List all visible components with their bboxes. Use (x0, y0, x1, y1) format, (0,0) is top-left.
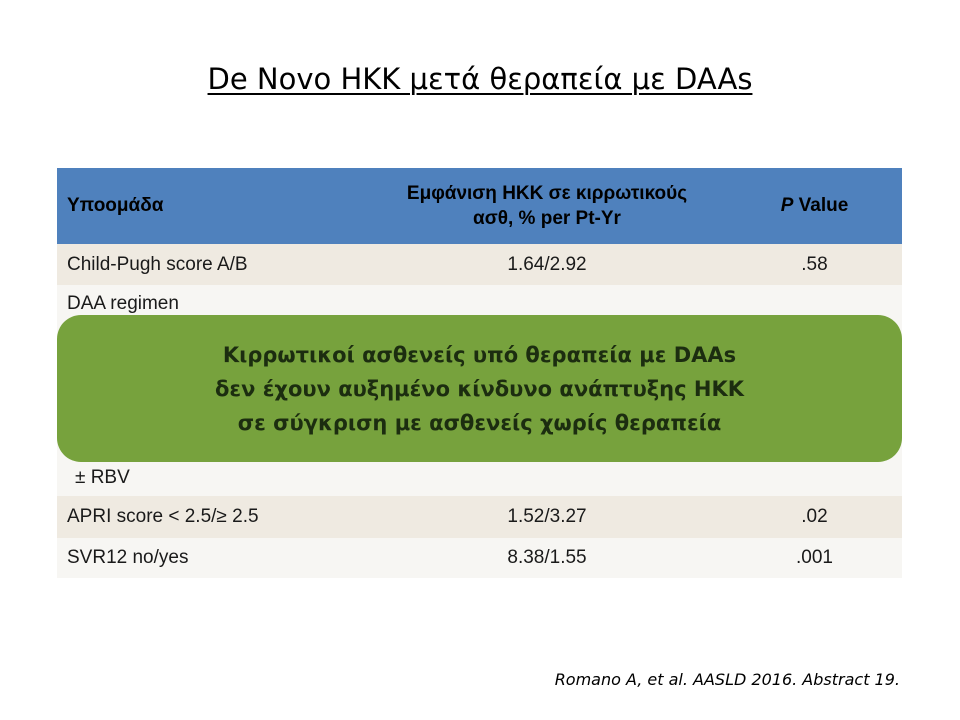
table-row (57, 244, 902, 285)
header-incidence (367, 168, 727, 244)
row-subgroup: APRI score < 2.5/≥ 2.5 (67, 506, 259, 527)
conclusion-callout (57, 315, 902, 462)
header-pvalue (727, 168, 902, 244)
row-pvalue: .58 (801, 253, 828, 275)
row-incidence: 1.64/2.92 (507, 253, 587, 275)
row-pvalue: .001 (796, 547, 833, 568)
row-subgroup: Child-Pugh score A/B (67, 253, 248, 275)
row-subgroup: ± RBV (75, 466, 130, 488)
row-incidence (367, 459, 727, 496)
header-pvalue-italic: P (780, 195, 794, 216)
header-pvalue-rest: Value (793, 195, 849, 216)
row-incidence: 1.52/3.27 (507, 506, 587, 527)
callout-line-2: δεν έχουν αυξημένο κίνδυνο ανάπτυξης HKK (215, 376, 744, 401)
callout-line-3: σε σύγκριση με ασθενείς χωρίς θεραπεία (237, 410, 722, 435)
citation: Romano A, et al. AASLD 2016. Abstract 19. (554, 670, 900, 689)
row-pvalue (727, 459, 902, 496)
header-incidence-line2: ασθ, % per Pt-Yr (473, 208, 621, 229)
callout-line-1: Κιρρωτικοί ασθενείς υπό θεραπεία με DAAs (222, 342, 737, 367)
header-incidence-line1: Εμφάνιση HKK σε κιρρωτικούς (406, 183, 688, 204)
row-subgroup: SVR12 no/yes (67, 547, 189, 568)
table-row (57, 459, 902, 496)
table-row (57, 496, 902, 538)
row-incidence: 8.38/1.55 (507, 547, 587, 568)
row-pvalue: .02 (801, 506, 828, 527)
slide-title: De Novo HKK μετά θεραπεία με DAAs (207, 62, 753, 96)
table-row (57, 538, 902, 578)
row-subgroup: DAA regimen (67, 292, 179, 314)
table-header-row (57, 168, 902, 244)
header-subgroup: Υποομάδα (67, 195, 164, 216)
